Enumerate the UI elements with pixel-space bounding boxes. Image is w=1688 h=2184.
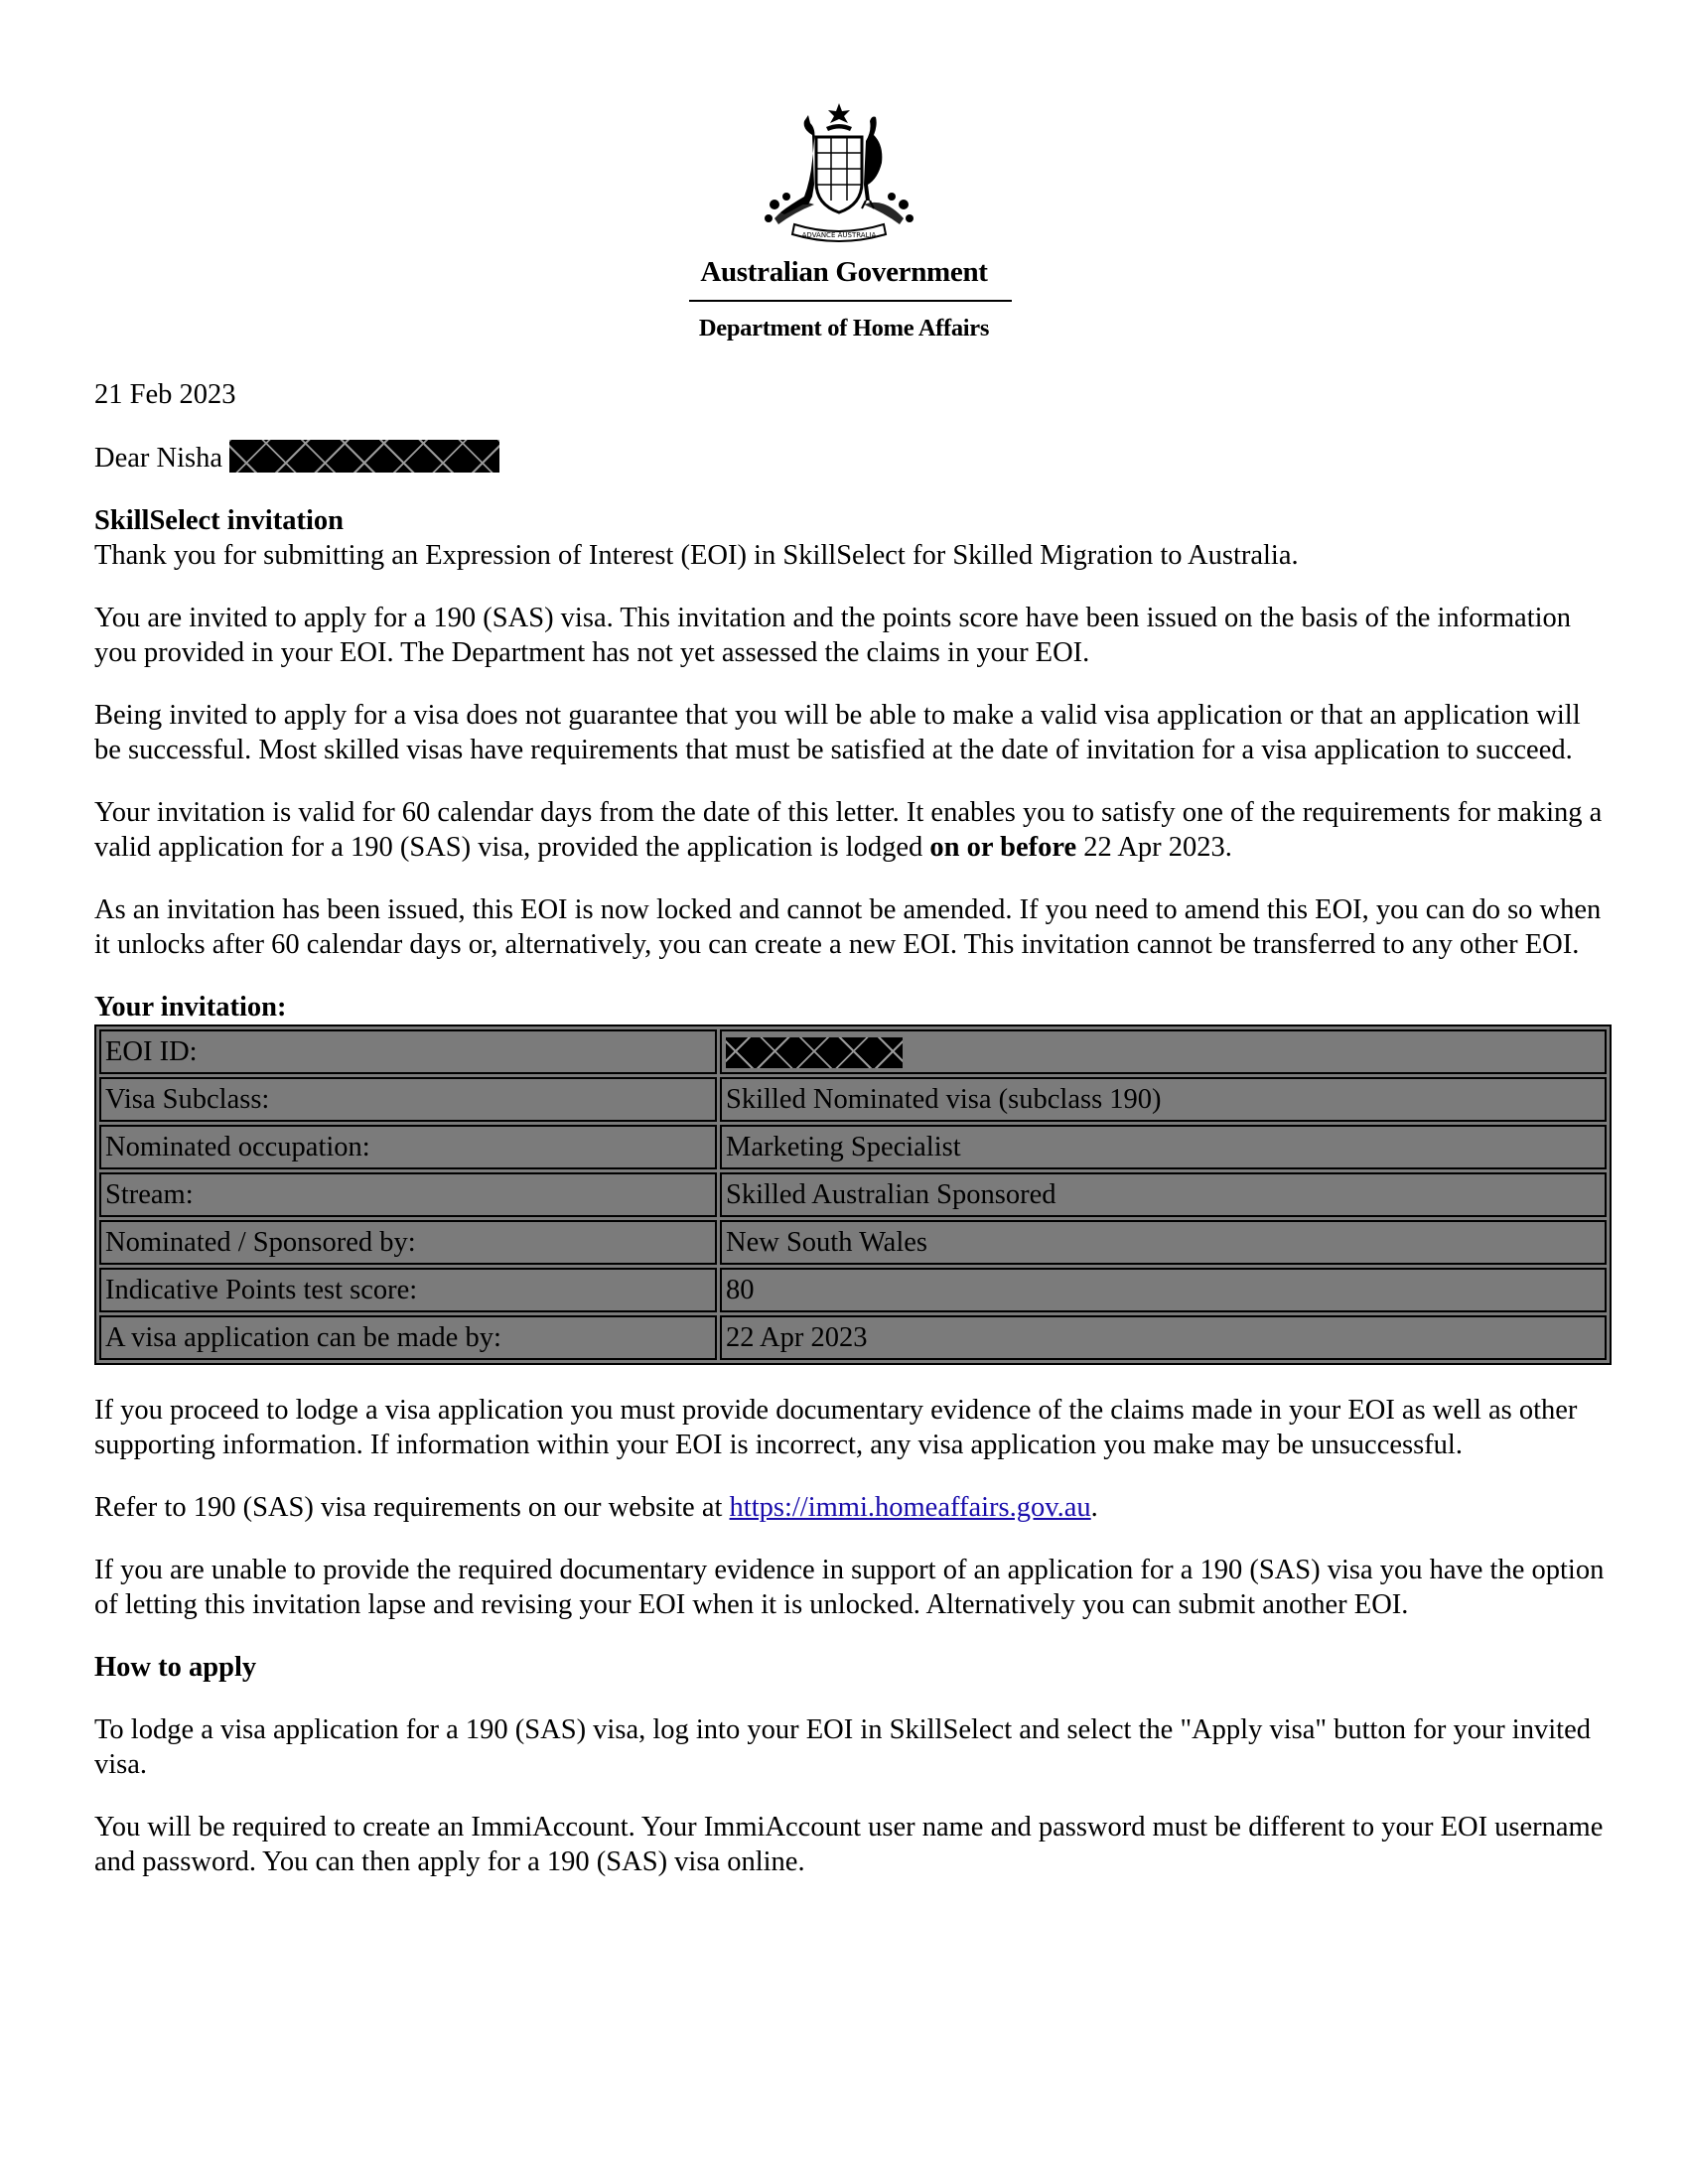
redacted-eoi-id [726, 1037, 903, 1068]
row-value: 22 Apr 2023 [720, 1315, 1607, 1360]
row-label: A visa application can be made by: [99, 1315, 717, 1360]
paragraph-lodge: To lodge a visa application for a 190 (SAS) visa, log into your EOI in SkillSelect and select the "Apply visa" button for your invited visa. [94, 1714, 1591, 1780]
government-title: Australian Government [700, 256, 988, 288]
crest-motto: ADVANCE AUSTRALIA [801, 231, 877, 239]
on-or-before-emphasis: on or before [929, 832, 1077, 863]
paragraph-locked: As an invitation has been issued, this EOI is now locked and cannot be amended. If you need to amend this EOI, you can do so when it unlocks after 60 calendar days or, alternatively, you can create a new EOI. This invitation cannot be transferred to any other EOI. [94, 894, 1602, 960]
department-name: Department of Home Affairs [698, 315, 990, 341]
heading-skillselect-invitation: SkillSelect invitation [94, 505, 344, 536]
row-label: Visa Subclass: [99, 1077, 717, 1122]
paragraph-immiaccount: You will be required to create an ImmiAccount. Your ImmiAccount user name and password must be different to your EOI username and password. You can then apply for a 190 (SAS) visa online. [94, 1812, 1604, 1877]
immi-website-link[interactable]: https://immi.homeaffairs.gov.au [729, 1492, 1091, 1523]
paragraph-refer: Refer to 190 (SAS) visa requirements on our website at https://immi.homeaffairs.gov.au. [94, 1492, 1098, 1523]
row-value: 80 [720, 1268, 1607, 1312]
coat-of-arms-icon [755, 101, 923, 252]
paragraph-evidence: If you proceed to lodge a visa application you must provide documentary evidence of the claims made in your EOI as well as other supporting information. If information within your EOI is incorrect, any visa application you make may be unsuccessful. [94, 1395, 1578, 1460]
table-row [99, 1172, 1607, 1217]
row-label: Indicative Points test score: [99, 1268, 717, 1312]
table-row [99, 1268, 1607, 1312]
table-row [99, 1077, 1607, 1122]
row-value: Skilled Australian Sponsored [720, 1172, 1607, 1217]
row-value [720, 1029, 1607, 1074]
row-value: Marketing Specialist [720, 1125, 1607, 1169]
row-label: Nominated occupation: [99, 1125, 717, 1169]
coat-of-arms-crest [755, 101, 923, 252]
table-row [99, 1220, 1607, 1265]
invitation-table [94, 1024, 1612, 1365]
row-label: Nominated / Sponsored by: [99, 1220, 717, 1265]
heading-how-to-apply: How to apply [94, 1652, 257, 1683]
salutation-text: Dear Nisha [94, 443, 222, 474]
paragraph-invited: You are invited to apply for a 190 (SAS) visa. This invitation and the points score have been issued on the basis of the information you provided in your EOI. The Department has not yet assessed the claims in your EOI. [94, 603, 1572, 668]
paragraph-guarantee: Being invited to apply for a visa does not guarantee that you will be able to make a valid visa application or that an application will be successful. Most skilled visas have requirements that must be satisfied at the date of invitation for a visa application to succeed. [94, 700, 1581, 765]
row-value: New South Wales [720, 1220, 1607, 1265]
salutation [94, 440, 1614, 476]
table-row [99, 1125, 1607, 1169]
table-row [99, 1029, 1607, 1074]
row-label: EOI ID: [99, 1029, 717, 1074]
letter-date: 21 Feb 2023 [94, 379, 236, 410]
row-label: Stream: [99, 1172, 717, 1217]
row-value: Skilled Nominated visa (subclass 190) [720, 1077, 1607, 1122]
table-row [99, 1315, 1607, 1360]
letter-body [94, 377, 1614, 1907]
paragraph-intro: Thank you for submitting an Expression of Interest (EOI) in SkillSelect for Skilled Migration to Australia. [94, 540, 1299, 571]
paragraph-validity: Your invitation is valid for 60 calendar days from the date of this letter. It enables you to satisfy one of the requirements for making a valid application for a 190 (SAS) visa, provided the application is lodged on or before 22 Apr 2023. [94, 797, 1603, 863]
header-divider [689, 300, 1012, 302]
redacted-surname [229, 440, 499, 473]
paragraph-unable: If you are unable to provide the required documentary evidence in support of an application for a 190 (SAS) visa you have the option of letting this invitation lapse and revising your EOI when it is unlocked. Alternatively you can submit another EOI. [94, 1555, 1605, 1620]
heading-your-invitation: Your invitation: [94, 992, 287, 1023]
